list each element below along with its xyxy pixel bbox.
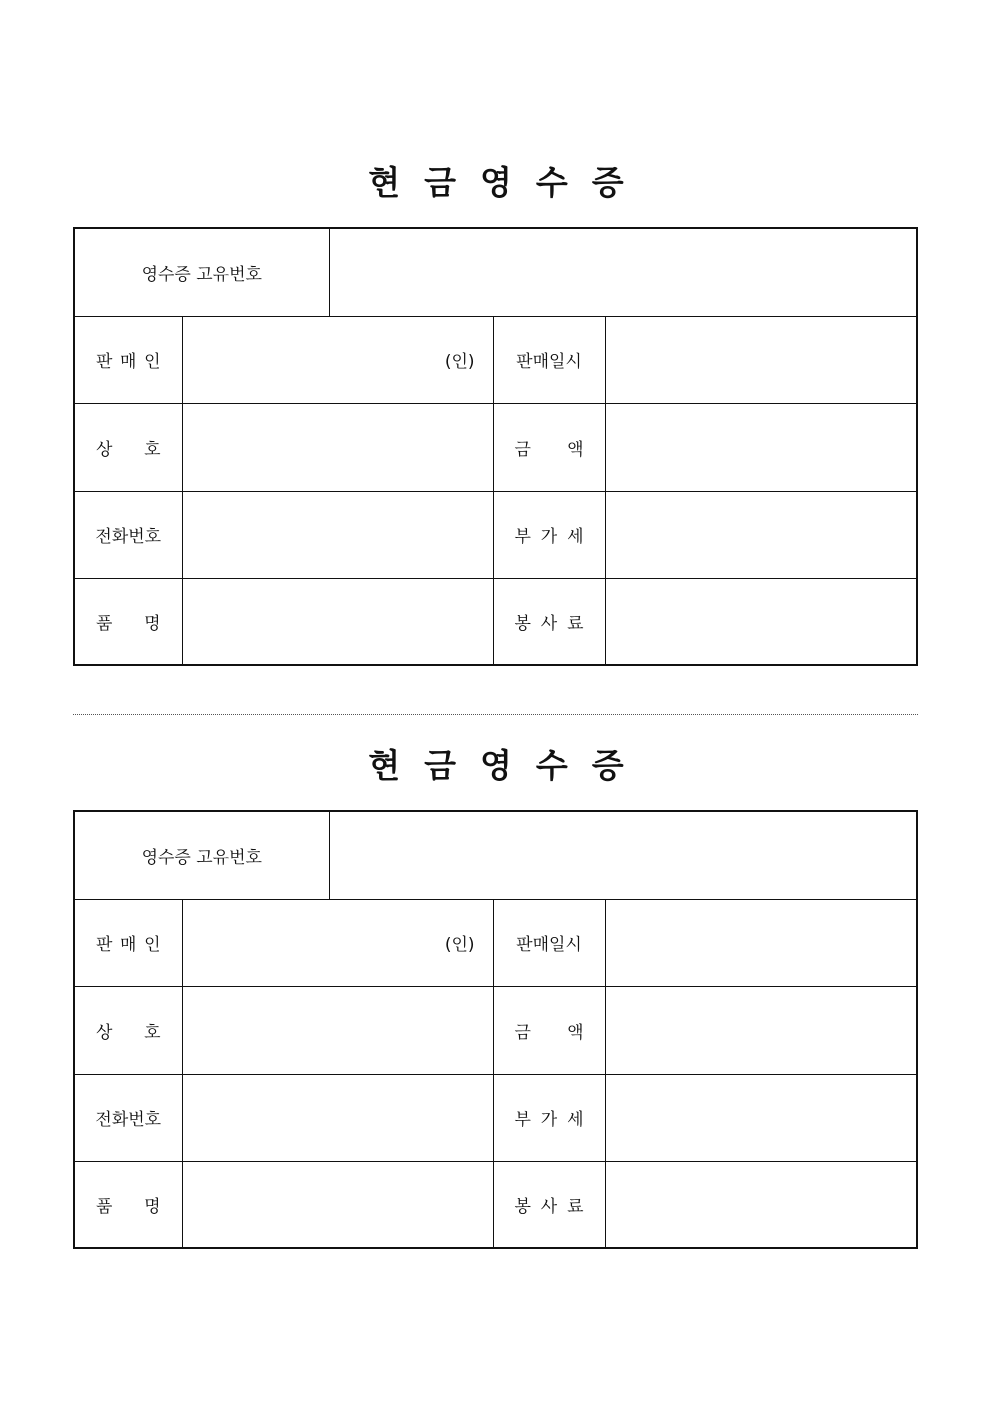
receipt-id-label: 영수증 고유번호 xyxy=(74,228,329,316)
sale-date-field[interactable] xyxy=(605,899,917,986)
phone-label: 전화번호 xyxy=(74,1074,182,1161)
vat-field[interactable] xyxy=(605,1074,917,1161)
amount-label: 금 액 xyxy=(493,403,605,491)
trade-name-field[interactable] xyxy=(182,986,493,1074)
service-fee-label: 봉 사 료 xyxy=(493,1161,605,1248)
service-fee-field[interactable] xyxy=(605,1161,917,1248)
item-field[interactable] xyxy=(182,1161,493,1248)
phone-label: 전화번호 xyxy=(74,491,182,578)
phone-field[interactable] xyxy=(182,491,493,578)
item-field[interactable] xyxy=(182,578,493,665)
seller-label: 판 매 인 xyxy=(74,899,182,986)
seal-mark: (인) xyxy=(444,935,475,955)
trade-name-label: 상 호 xyxy=(74,403,182,491)
receipt-title: 현금영수증 xyxy=(368,163,648,202)
seller-field[interactable] xyxy=(182,899,493,986)
service-fee-label: 봉 사 료 xyxy=(493,578,605,665)
item-label: 품 명 xyxy=(74,1161,182,1248)
seller-label: 판 매 인 xyxy=(74,316,182,403)
amount-field[interactable] xyxy=(605,986,917,1074)
receipt-form-table xyxy=(73,810,918,1249)
cut-line xyxy=(73,714,918,715)
service-fee-field[interactable] xyxy=(605,578,917,665)
item-label: 품 명 xyxy=(74,578,182,665)
sale-date-label: 판매일시 xyxy=(493,899,605,986)
receipt-title: 현금영수증 xyxy=(368,746,648,785)
sale-date-field[interactable] xyxy=(605,316,917,403)
vat-label: 부 가 세 xyxy=(493,1074,605,1161)
amount-label: 금 액 xyxy=(493,986,605,1074)
trade-name-field[interactable] xyxy=(182,403,493,491)
amount-field[interactable] xyxy=(605,403,917,491)
receipt-id-field[interactable] xyxy=(329,811,917,899)
vat-label: 부 가 세 xyxy=(493,491,605,578)
seal-mark: (인) xyxy=(444,352,475,372)
receipt-form-table xyxy=(73,227,918,666)
vat-field[interactable] xyxy=(605,491,917,578)
phone-field[interactable] xyxy=(182,1074,493,1161)
sale-date-label: 판매일시 xyxy=(493,316,605,403)
trade-name-label: 상 호 xyxy=(74,986,182,1074)
receipt-id-label: 영수증 고유번호 xyxy=(74,811,329,899)
seller-field[interactable] xyxy=(182,316,493,403)
receipt-id-field[interactable] xyxy=(329,228,917,316)
